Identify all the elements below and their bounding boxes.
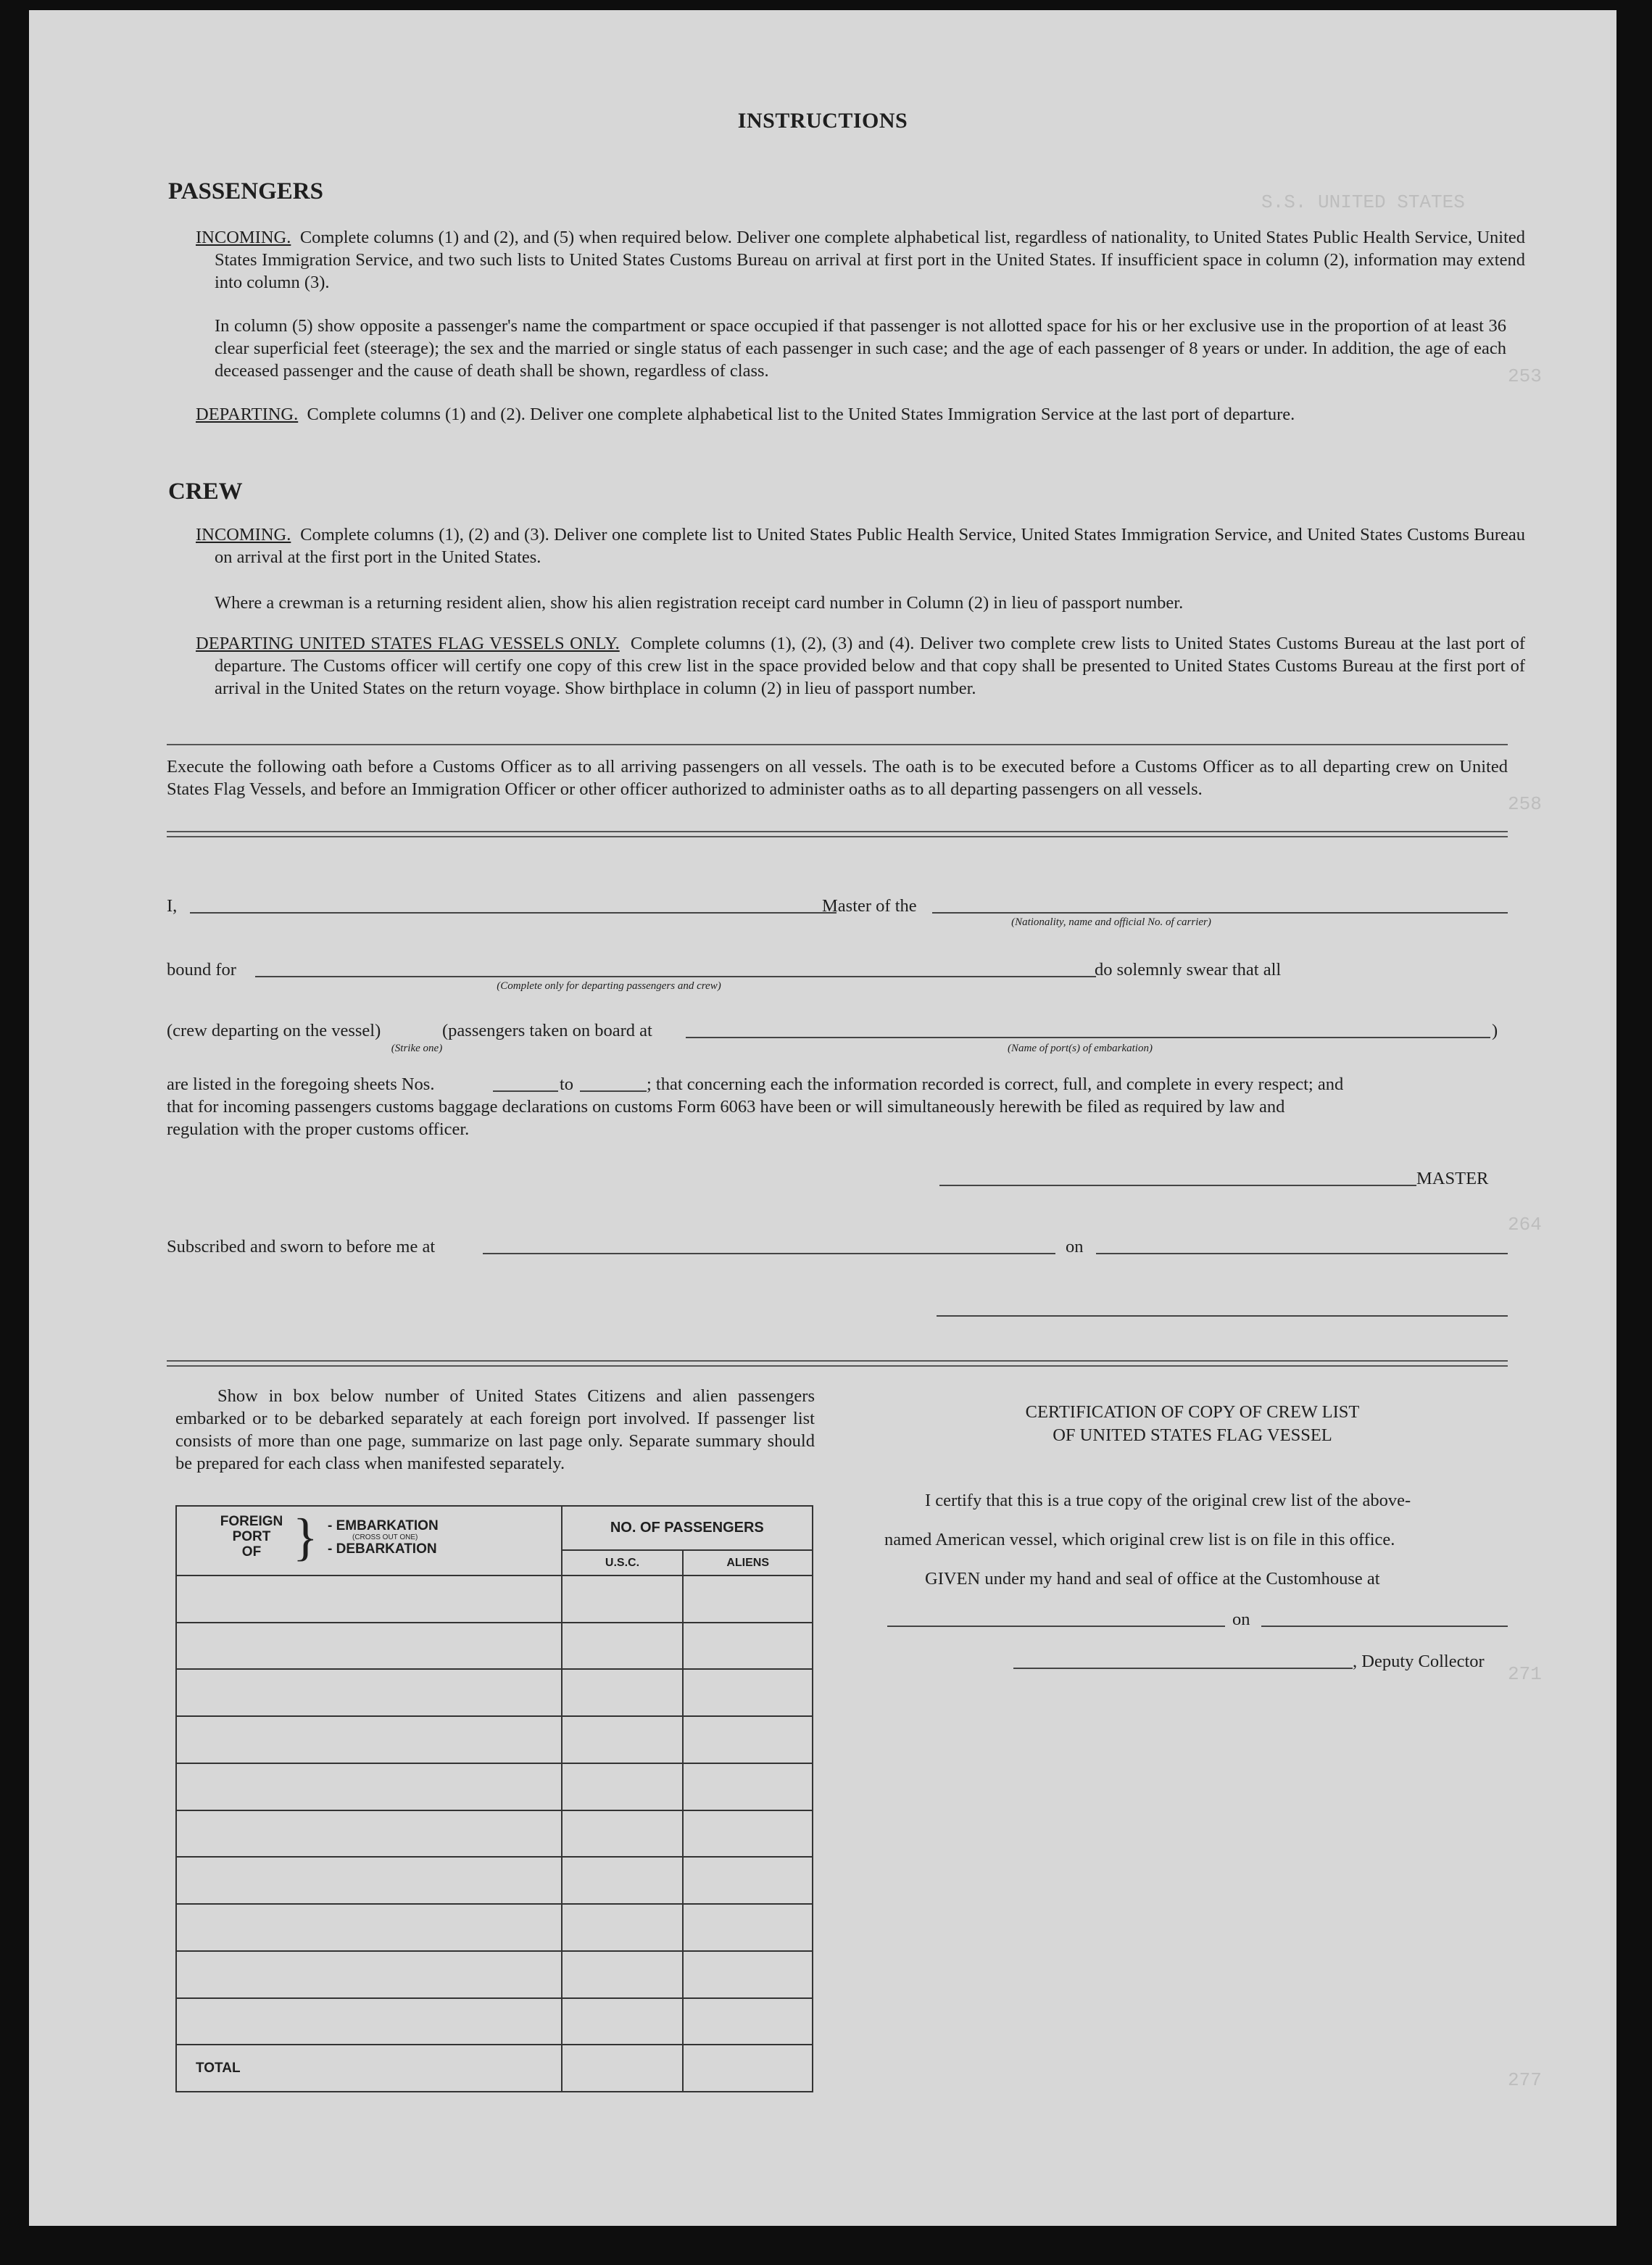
port-cell[interactable] xyxy=(176,1857,562,1904)
port-cell[interactable] xyxy=(176,1575,562,1623)
aliens-total-cell[interactable] xyxy=(683,2045,813,2092)
usc-total-cell[interactable] xyxy=(562,2045,684,2092)
oath-text-a: ; that concerning each the information recorded is correct, full, and complete in every respect; and xyxy=(647,1074,1344,1094)
show-through-text: S.S. UNITED STATES xyxy=(1261,191,1465,213)
complete-only-caption: (Complete only for departing passengers and crew) xyxy=(497,980,721,992)
cross-out-label: (CROSS OUT ONE) xyxy=(352,1533,418,1541)
passengers-incoming-paragraph xyxy=(196,226,1525,294)
port-cell[interactable] xyxy=(176,1810,562,1858)
sheet-to-label: to xyxy=(560,1074,574,1094)
aliens-cell[interactable] xyxy=(683,1810,813,1858)
aliens-cell[interactable] xyxy=(683,1669,813,1716)
total-cell xyxy=(176,2045,562,2092)
oath-i-label: I, xyxy=(167,896,178,916)
crew-heading: CREW xyxy=(168,479,243,505)
foreign-label: FOREIGN xyxy=(220,1514,283,1529)
crew-departing-option: (crew departing on the vessel) xyxy=(167,1021,381,1040)
deputy-signature-field[interactable] xyxy=(1013,1668,1353,1669)
port-of-embarkation-field[interactable] xyxy=(686,1037,1490,1038)
aliens-cell[interactable] xyxy=(683,1951,813,1998)
show-through-number: 271 xyxy=(1508,1663,1542,1685)
usc-cell[interactable] xyxy=(562,1623,684,1670)
usc-cell[interactable] xyxy=(562,1998,684,2045)
officer-signature-field[interactable] xyxy=(937,1315,1508,1317)
swear-label: do solemnly swear that all xyxy=(1095,960,1282,980)
oath-text-c: regulation with the proper customs officer. xyxy=(167,1119,470,1139)
crew-departing-paragraph xyxy=(196,632,1525,700)
crew-departing-label: DEPARTING UNITED STATES FLAG VESSELS ONLY. xyxy=(196,634,620,653)
usc-cell[interactable] xyxy=(562,1904,684,1951)
passengers-departing-paragraph xyxy=(196,403,1525,426)
crew-incoming-label: INCOMING. xyxy=(196,525,291,544)
deputy-collector-label: , Deputy Collector xyxy=(1353,1652,1485,1671)
port-cell[interactable] xyxy=(176,1716,562,1763)
show-through-number: 253 xyxy=(1508,365,1542,387)
nationality-caption: (Nationality, name and official No. of carrier) xyxy=(1011,916,1211,928)
sworn-location-field[interactable] xyxy=(483,1253,1055,1254)
certification-title xyxy=(899,1401,1486,1447)
aliens-cell[interactable] xyxy=(683,1575,813,1623)
port-cell[interactable] xyxy=(176,1763,562,1810)
usc-cell[interactable] xyxy=(562,1810,684,1858)
page-title: INSTRUCTIONS xyxy=(737,109,908,133)
passengers-column5-paragraph: In column (5) show opposite a passenger's name the compartment or space occupied if that passenger is not allotted space for his or her exclusive use in the proportion of at least 36 clear superficial feet (steerage); the sex and the married or single status of each passenger in such case; and the age of each passenger of 8 years or under. In addition, the age of each deceased passenger and the cause of death shall be shown, regardless of class. xyxy=(215,316,1506,381)
show-through-number: 258 xyxy=(1508,793,1542,815)
usc-cell[interactable] xyxy=(562,1575,684,1623)
certify-line2: named American vessel, which original crew list is on file in this office. xyxy=(884,1530,1395,1549)
usc-cell[interactable] xyxy=(562,1669,684,1716)
bound-for-label: bound for xyxy=(167,960,236,980)
passengers-taken-option: (passengers taken on board at xyxy=(442,1021,652,1040)
oath-instructions: Execute the following oath before a Customs Officer as to all arriving passengers on all vessels. The oath is to be executed before a Customs Officer as to all departing crew on United States Flag Vessels, and before an Immigration Officer or other officer authorized to administer oaths as to all departing passengers on all vessels. xyxy=(167,757,1508,799)
aliens-cell[interactable] xyxy=(683,1904,813,1951)
embarkation-label[interactable]: - EMBARKATION xyxy=(328,1518,439,1533)
usc-cell[interactable] xyxy=(562,1951,684,1998)
sheet-to-field[interactable] xyxy=(580,1090,647,1092)
port-cell[interactable] xyxy=(176,1998,562,2045)
sworn-on-label: on xyxy=(1066,1237,1084,1256)
form-page xyxy=(29,10,1616,2226)
double-divider xyxy=(167,831,1508,837)
port-label: PORT xyxy=(232,1529,271,1544)
certify-line1: I certify that this is a true copy of the original crew list of the above- xyxy=(925,1491,1411,1510)
customhouse-field[interactable] xyxy=(887,1626,1225,1627)
port-cell[interactable] xyxy=(176,1951,562,1998)
usc-cell[interactable] xyxy=(562,1857,684,1904)
carrier-field[interactable] xyxy=(932,912,1508,914)
usc-cell[interactable] xyxy=(562,1716,684,1763)
passengers-departing-text: Complete columns (1) and (2). Deliver one complete alphabetical list to the United States Immigration Service at the last port of departure. xyxy=(307,405,1295,424)
show-through-number: 277 xyxy=(1508,2069,1542,2091)
aliens-cell[interactable] xyxy=(683,1716,813,1763)
usc-cell[interactable] xyxy=(562,1763,684,1810)
sworn-date-field[interactable] xyxy=(1096,1253,1508,1254)
aliens-cell[interactable] xyxy=(683,1998,813,2045)
passengers-heading: PASSENGERS xyxy=(168,178,323,204)
no-passengers-header: NO. OF PASSENGERS xyxy=(562,1506,813,1550)
passenger-summary-table xyxy=(175,1505,813,2092)
passengers-incoming-label: INCOMING. xyxy=(196,228,291,247)
master-signature-field[interactable] xyxy=(939,1185,1416,1186)
crew-resident-paragraph: Where a crewman is a returning resident alien, show his alien registration receipt card number in Column (2) in lieu of passport number. xyxy=(215,593,1184,613)
total-label: TOTAL xyxy=(196,2060,241,2076)
certification-title-line2: OF UNITED STATES FLAG VESSEL xyxy=(1053,1425,1332,1445)
sheets-label: are listed in the foregoing sheets Nos. xyxy=(167,1074,435,1094)
aliens-cell[interactable] xyxy=(683,1623,813,1670)
strike-one-caption: (Strike one) xyxy=(391,1043,443,1054)
passengers-departing-label: DEPARTING. xyxy=(196,405,299,424)
master-name-field[interactable] xyxy=(190,912,837,914)
double-divider xyxy=(167,1360,1508,1367)
port-cell[interactable] xyxy=(176,1623,562,1670)
sheet-from-field[interactable] xyxy=(493,1090,558,1092)
master-label: MASTER xyxy=(1416,1169,1489,1188)
summary-instructions: Show in box below number of United States Citizens and alien passengers embarked or to be debarked separately at each foreign port involved. If passenger list consists of more than one page, summarize on last page only. Separate summary should be prepared for each class when manifested separately. xyxy=(175,1386,815,1473)
aliens-header: ALIENS xyxy=(683,1550,813,1575)
given-line: GIVEN under my hand and seal of office at the Customhouse at xyxy=(925,1569,1380,1589)
of-label: OF xyxy=(241,1544,262,1560)
bound-for-field[interactable] xyxy=(255,976,1096,977)
usc-header: U.S.C. xyxy=(562,1550,684,1575)
brace-icon: } xyxy=(293,1508,318,1566)
aliens-cell[interactable] xyxy=(683,1857,813,1904)
show-through-number: 264 xyxy=(1508,1214,1542,1235)
cert-on-label: on xyxy=(1232,1610,1250,1629)
debarkation-label[interactable]: - DEBARKATION xyxy=(328,1541,437,1557)
crew-incoming-paragraph xyxy=(196,523,1525,568)
port-cell[interactable] xyxy=(176,1904,562,1951)
close-paren: ) xyxy=(1492,1021,1498,1040)
passengers-incoming-text: Complete columns (1) and (2), and (5) when required below. Deliver one complete alphabetical list, regardless of nationality, to United States Public Health Service, United States Immigration Service, and two such lists to United States Customs Bureau on arrival at first port in the United States. If insufficient space in column (2), information may extend into column (3). xyxy=(215,228,1526,292)
port-cell[interactable] xyxy=(176,1669,562,1716)
subscribed-label: Subscribed and sworn to before me at xyxy=(167,1237,436,1256)
aliens-cell[interactable] xyxy=(683,1763,813,1810)
divider xyxy=(167,744,1508,745)
oath-text-b: that for incoming passengers customs baggage declarations on customs Form 6063 have been or will simultaneously herewith be filed as required by law and xyxy=(167,1097,1285,1117)
cert-date-field[interactable] xyxy=(1261,1626,1508,1627)
port-caption: (Name of port(s) of embarkation) xyxy=(1008,1043,1153,1054)
crew-departing-text: Complete columns (1), (2), (3) and (4). Deliver two complete crew lists to United States Customs Bureau at the last port of departure. The Customs officer will certify one copy of this crew list in the space provided below and that copy shall be presented to United States Customs Bureau at the first port of arrival in the United States on the return voyage. Show birthplace in column (2) in lieu of passport number. xyxy=(215,634,1525,698)
master-of-label: Master of the xyxy=(822,896,917,916)
port-header-cell xyxy=(176,1506,562,1575)
crew-incoming-text: Complete columns (1), (2) and (3). Deliver one complete list to United States Public Health Service, United States Immigration Service, and United States Customs Bureau on arrival at the first port in the United States. xyxy=(215,525,1525,567)
certification-title-line1: CERTIFICATION OF COPY OF CREW LIST xyxy=(1025,1402,1360,1422)
